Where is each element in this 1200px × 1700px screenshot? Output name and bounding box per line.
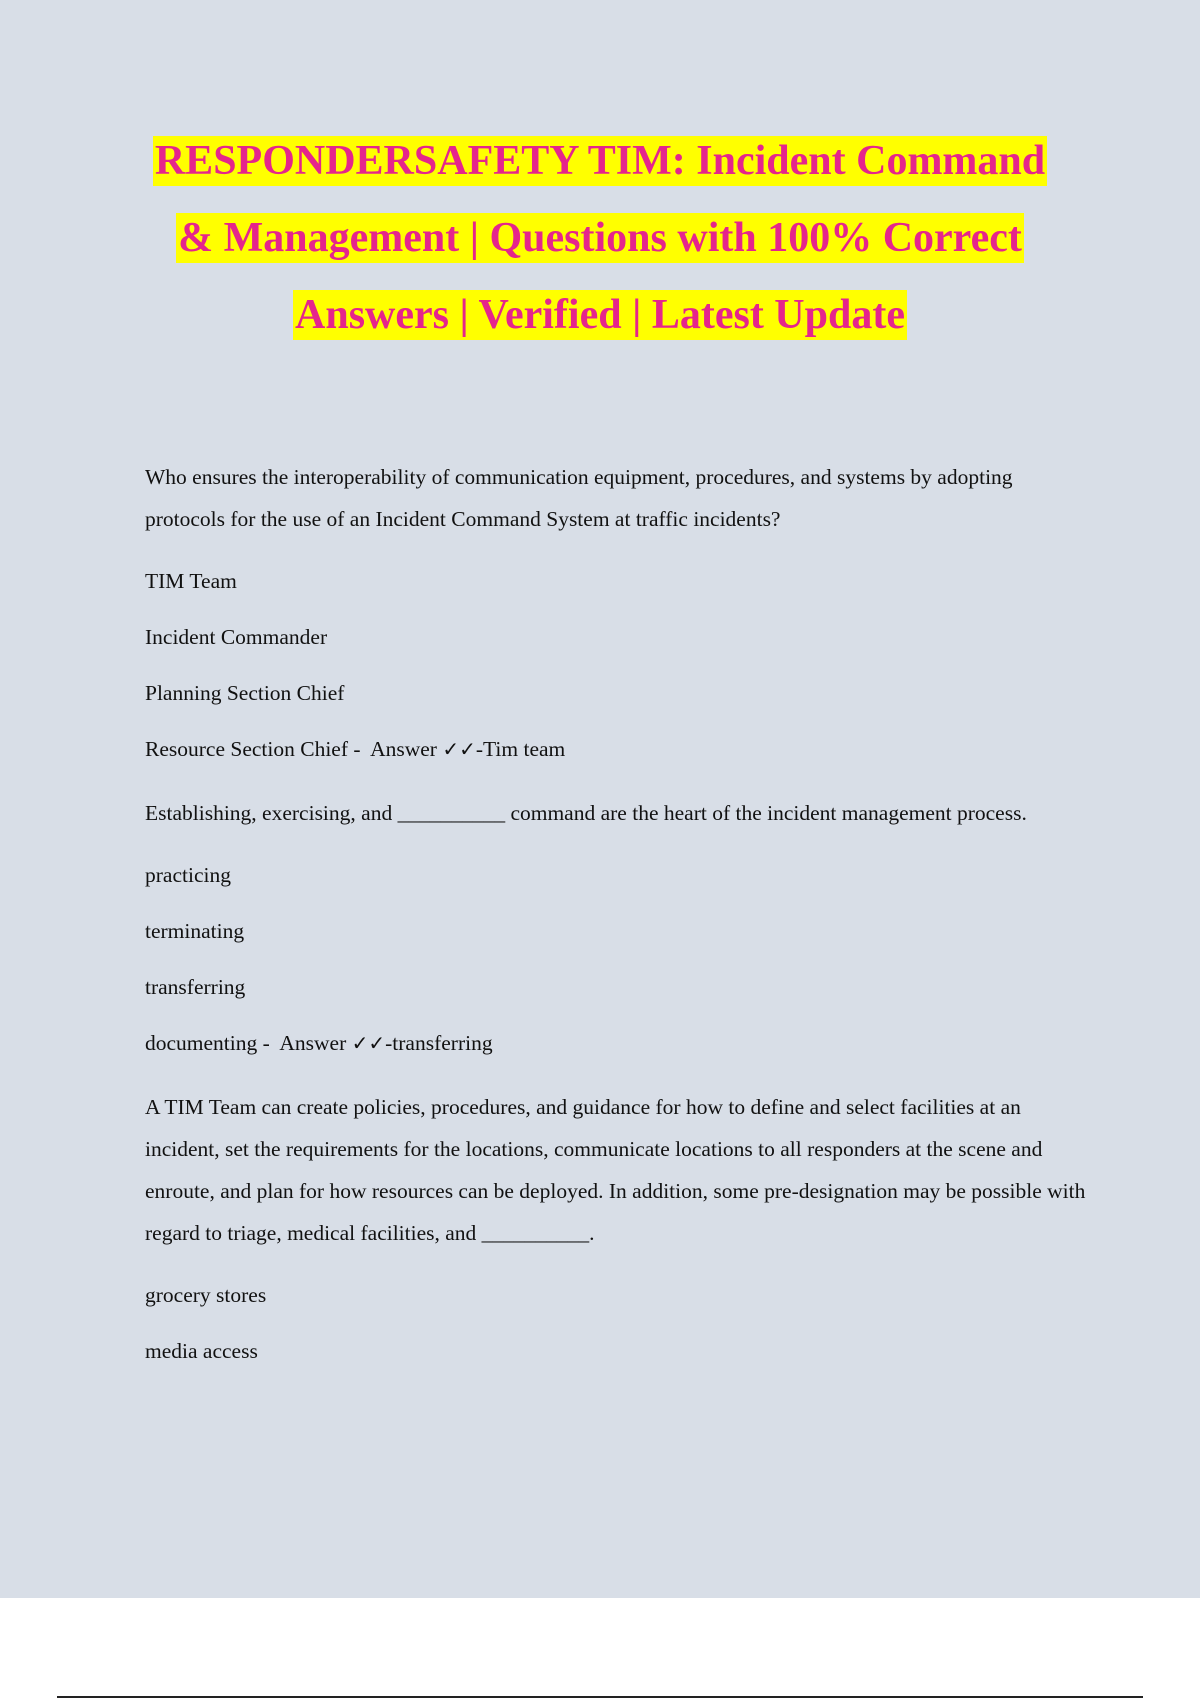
question-2-option-3: transferring <box>145 975 246 999</box>
question-2-answer: -transferring <box>385 1031 493 1055</box>
question-1-option-4: Resource Section Chief - Answer <box>145 737 443 761</box>
question-1-option-1: TIM Team <box>145 569 237 593</box>
question-1-answer-line <box>145 734 1095 764</box>
page-footer <box>0 1598 1200 1700</box>
checkmark-icon: ✓✓ <box>351 1031 386 1055</box>
footer-divider <box>57 1696 1143 1698</box>
question-2-option-4: documenting - Answer <box>145 1031 352 1055</box>
question-2-option-2: terminating <box>145 919 245 943</box>
title-line-1: RESPONDERSAFETY TIM: Incident Command <box>154 138 1046 184</box>
question-2-prompt: Establishing, exercising, and __________ command are the heart of the incident management process. <box>145 801 1027 825</box>
question-3-option-1: grocery stores <box>145 1283 267 1307</box>
title-line-3: Answers | Verified | Latest Update <box>295 292 905 338</box>
question-1-option-3: Planning Section Chief <box>145 681 345 705</box>
question-1-option-2: Incident Commander <box>145 625 328 649</box>
question-3-prompt: A TIM Team can create policies, procedures, and guidance for how to define and select facilities at an incident, set the requirements for the locations, communicate locations to all responders at the scene and enroute, and plan for how resources can be deployed. In addition, some pre-designation may be possible with regard to triage, medical facilities, and __________. <box>145 1095 1086 1245</box>
question-list <box>145 456 1095 1366</box>
checkmark-icon: ✓✓ <box>442 737 476 761</box>
question-3-option-2: media access <box>145 1339 258 1363</box>
question-2-answer-line <box>145 1028 1095 1058</box>
question-1-answer: -Tim team <box>475 737 566 761</box>
question-2-option-1: practicing <box>145 863 231 887</box>
question-1-prompt: Who ensures the interoperability of communication equipment, procedures, and systems by adopting protocols for the use of an Incident Command System at traffic incidents? <box>145 465 1013 531</box>
title-line-2: & Management | Questions with 100% Correct <box>178 215 1022 261</box>
document-title <box>100 136 1100 367</box>
